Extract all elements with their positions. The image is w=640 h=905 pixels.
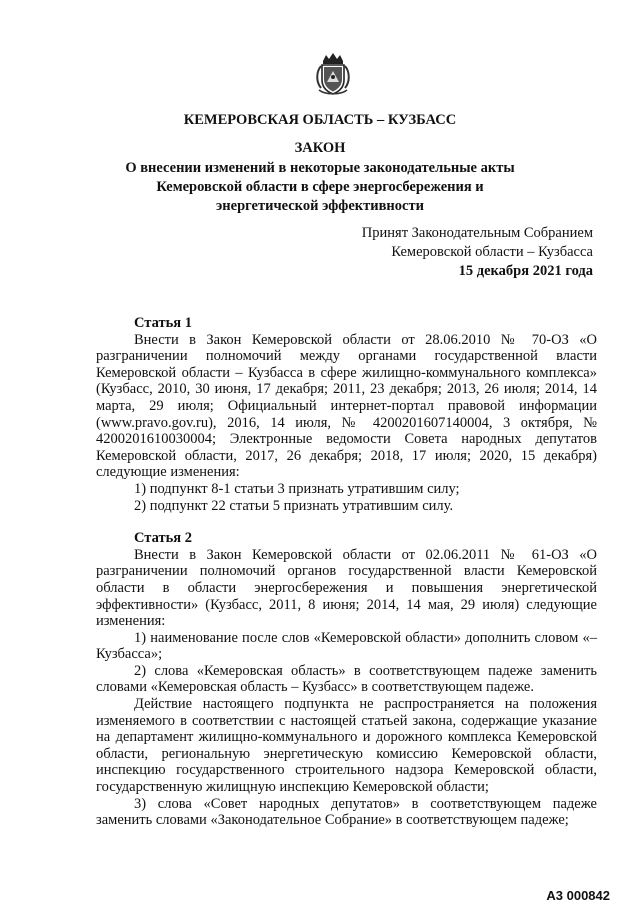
region-heading: КЕМЕРОВСКАЯ ОБЛАСТЬ – КУЗБАСС (183, 112, 457, 128)
article-spacer (96, 514, 597, 530)
adoption-line: Принят Законодательным Собранием (361, 225, 593, 241)
article-2-intro: Внести в Закон Кемеровской области от 02.06.2011 № 61-ОЗ «О разграничении полномочий органов государственной власти Кемеровской области в области энергосбережения и повышения энергетической эффективности» (Кузбасс, 2011, 8 июня; 2014, 14 мая, 29 июля) следующие изменения: (96, 546, 597, 630)
law-subject-line: энергетической эффективности (216, 198, 424, 214)
law-subject-line: О внесении изменений в некоторые законодательные акты (125, 160, 515, 176)
article-1-item: 1) подпункт 8-1 статьи 3 признать утратившим силу; (134, 480, 460, 497)
article-1-item: 2) подпункт 22 статьи 5 признать утратившим силу. (134, 497, 454, 514)
adoption-line: Кемеровской области – Кузбасса (391, 244, 593, 260)
article-1-title: Статья 1 (134, 315, 192, 331)
article-2-item: 2) слова «Кемеровская область» в соответствующем падеже заменить словами «Кемеровская область – Кузбасс» в соответствующем падеже. (96, 662, 597, 696)
adoption-block (362, 224, 593, 281)
law-subject-line: Кемеровской области в сфере энергосбережения и (156, 179, 484, 195)
law-subject (0, 159, 640, 216)
article-2-item: 3) слова «Совет народных депутатов» в соответствующем падеже заменить словами «Законодательное Собрание» в соответствующем падеже; (96, 795, 597, 829)
article-2-title: Статья 2 (134, 530, 192, 547)
coat-of-arms-icon (313, 52, 353, 96)
article-2-item: Действие настоящего подпункта не распространяется на положения изменяемого в соответствии с настоящей статьей закона, содержащие указание на департамент жилищно-коммунального и дорожного комплекса Кемеровской области, региональную энергетическую комиссию Кемеровской области, инспекцию государственного строительного надзора Кемеровской области, государственную жилищную инспекцию Кемеровской области; (96, 696, 597, 796)
law-heading: ЗАКОН (294, 140, 346, 156)
form-serial-number: А3 000842 (546, 888, 610, 903)
article-2-item: 1) наименование после слов «Кемеровской области» дополнить словом «– Кузбасса»; (96, 629, 597, 663)
article-1-intro: Внести в Закон Кемеровской области от 28.06.2010 № 70-ОЗ «О разграничении полномочий между органами государственной власти Кемеровской области – Кузбасса в сфере жилищно-коммунального комплекса» (Кузбасс, 2010, 30 июня, 17 декабря; 2011, 23 декабря; 2013, 26 июля; 2014, 14 марта, 29 июля; Официальный интернет-портал правовой информации (www.pravo.gov.ru), 2016, 14 июля, № 4200201607140004, 3 октября, № 4200201610030004; Электронные ведомости Совета народных депутатов Кемеровской области, 2017, 26 декабря; 2018, 17 июля; 2020, 15 декабря) следующие изменения: (96, 331, 597, 481)
adoption-date: 15 декабря 2021 года (458, 263, 593, 279)
law-body (96, 315, 597, 829)
